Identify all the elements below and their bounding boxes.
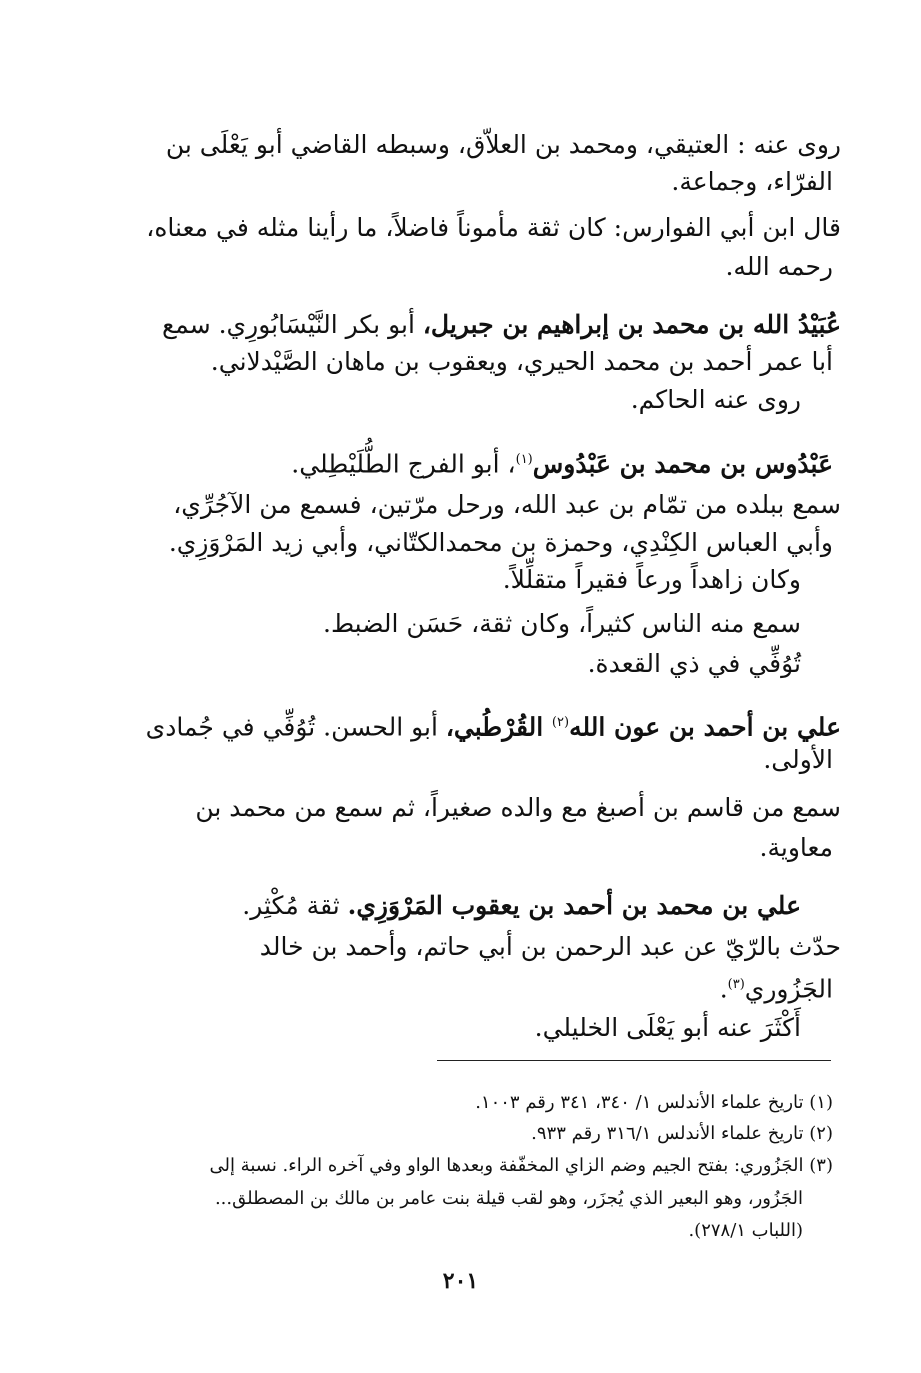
text-line: معاوية. bbox=[759, 833, 833, 862]
footnote: (اللباب ٢٧٨/١). bbox=[688, 1220, 803, 1241]
text-line: سمع منه الناس كثيراً، وكان ثقة، حَسَن الضبط. bbox=[323, 609, 801, 638]
entry-text: ثقة مُكْثِر. bbox=[242, 891, 348, 920]
text-line: وأبي العباس الكِنْدِي، وحمزة بن محمدالكتّاني، وأبي زيد المَرْوَزِي. bbox=[168, 528, 833, 557]
text-line: تُوُفِّي في ذي القعدة. bbox=[587, 649, 801, 678]
footnote: (١) تاريخ علماء الأندلس ١/ ٣٤٠، ٣٤١ رقم ١٠٠٣. bbox=[475, 1092, 833, 1113]
text-line bbox=[720, 967, 833, 1007]
entry-text: . bbox=[719, 974, 728, 1004]
footnote-marker: (٢) bbox=[551, 715, 570, 730]
text-line: وكان زاهداً ورعاً فقيراً متقلِّلاً. bbox=[502, 565, 801, 594]
text-line: سمع ببلده من تمّام بن عبد الله، ورحل مرّتين، فسمع من الآجُرِّي، bbox=[173, 490, 841, 519]
text-line: سمع من قاسم بن أصبغ مع والده صغيراً، ثم سمع من محمد بن bbox=[195, 793, 841, 822]
footnote-separator bbox=[437, 1060, 831, 1061]
entry-text: ، أبو الفرج الطُّلَيْطِلي. bbox=[291, 449, 516, 479]
footnote: (٣) الجَزُوري: بفتح الجيم وضم الزاي المخفّفة وبعدها الواو وفي آخره الراء. نسبة إلى bbox=[209, 1155, 833, 1176]
footnote-marker: (٣) bbox=[727, 977, 745, 992]
entry-name: علي بن أحمد بن عون الله bbox=[569, 712, 841, 742]
entry-heading-line bbox=[146, 705, 841, 745]
entry-heading-line bbox=[242, 888, 801, 924]
entry-text: الجَزُوري bbox=[744, 974, 833, 1004]
text-line: روى عنه الحاكم. bbox=[630, 385, 801, 414]
entry-nisba: القُرْطُبي، bbox=[445, 712, 552, 742]
entry-text: أبو الحسن. تُوُفِّي في جُمادى bbox=[145, 712, 446, 742]
entry-heading-line bbox=[162, 307, 841, 343]
footnote: (٢) تاريخ علماء الأندلس ٣١٦/١ رقم ٩٣٣. bbox=[531, 1123, 833, 1144]
entry-text: أبو بكر النَّيْسَابُورِي. سمع bbox=[161, 310, 423, 339]
entry-heading-line bbox=[291, 442, 833, 482]
text-line: أبا عمر أحمد بن محمد الحيري، ويعقوب بن ماهان الصَّيْدلاني. bbox=[210, 347, 833, 376]
footnote-marker: (١) bbox=[515, 452, 533, 467]
text-line: رحمه الله. bbox=[725, 252, 833, 281]
footnote: الجَزُور، وهو البعير الذي يُجزَر، وهو لقب قيلة بنت عامر بن مالك بن المصطلق... bbox=[214, 1188, 803, 1209]
text-line: أَكْثَرَ عنه أبو يَعْلَى الخليلي. bbox=[534, 1013, 801, 1042]
entry-name: عَبْدُوس بن محمد بن عَبْدُوس bbox=[532, 449, 833, 479]
text-line: قال ابن أبي الفوارس: كان ثقة مأموناً فاضلاً، ما رأينا مثله في معناه، bbox=[146, 213, 841, 242]
entry-name: علي بن محمد بن أحمد بن يعقوب المَرْوَزِي. bbox=[347, 891, 801, 920]
text-line: حدّث بالرّيّ عن عبد الرحمن بن أبي حاتم، وأحمد بن خالد bbox=[259, 932, 841, 961]
text-line: الأولى. bbox=[763, 745, 833, 774]
text-line: الفرّاء، وجماعة. bbox=[671, 167, 833, 196]
text-line: روى عنه : العتيقي، ومحمد بن العلاّق، وسبطه القاضي أبو يَعْلَى بن bbox=[165, 130, 841, 159]
page-number: ٢٠١ bbox=[442, 1268, 479, 1294]
entry-name: عُبَيْدُ الله بن محمد بن إبراهيم بن جبريل، bbox=[422, 310, 841, 339]
